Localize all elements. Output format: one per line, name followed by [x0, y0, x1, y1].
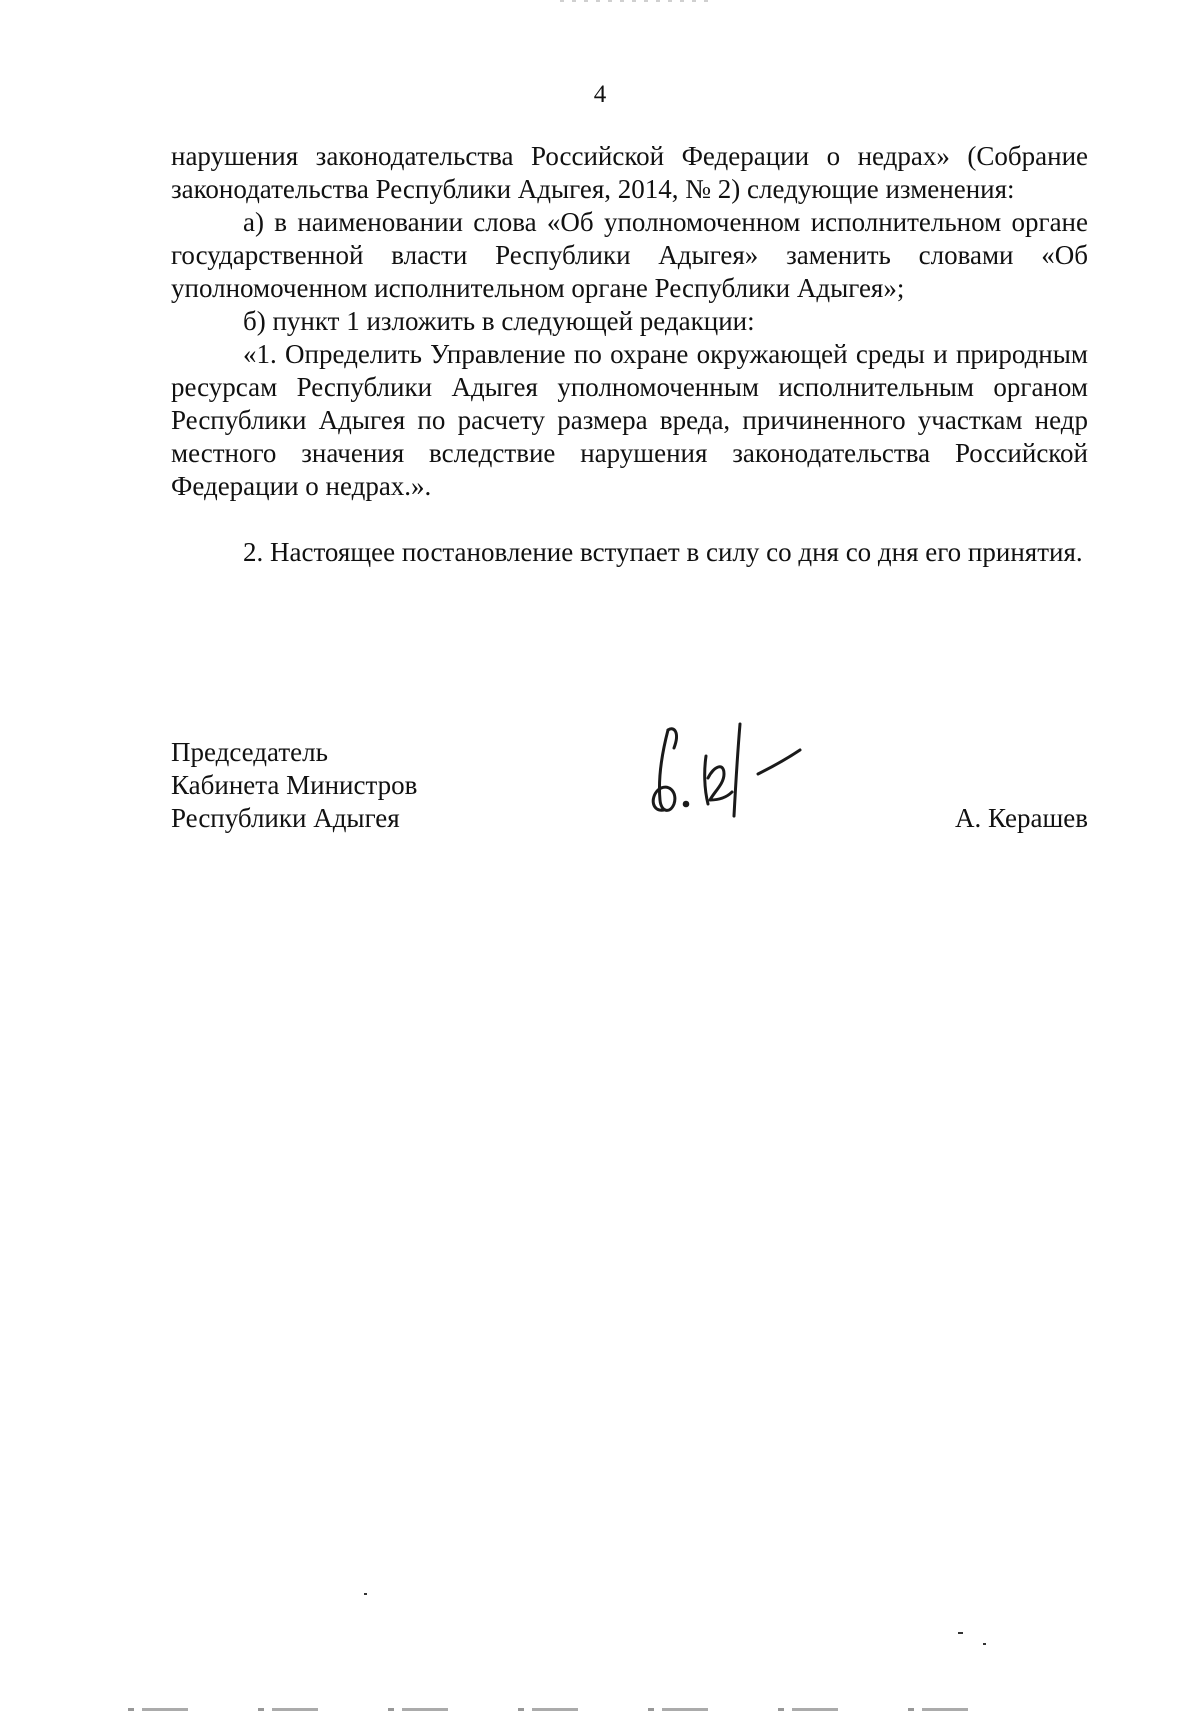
- paragraph-item-b: б) пункт 1 изложить в следующей редакции:: [243, 306, 755, 336]
- signatory-name: А. Керашев: [955, 803, 1088, 833]
- page-number: 4: [593, 81, 607, 108]
- paragraph-item-a: а) в наименовании слова «Об уполномоченном исполнительном органе государственной власти Республики Адыгея» заменить словами «Об уполномоченном исполнительном органе Республики Адыгея»;: [171, 207, 1088, 303]
- paragraph-continuation: нарушения законодательства Российской Федерации о недрах» (Собрание законодательства Республики Адыгея, 2014, № 2) следующие изменения:: [171, 141, 1088, 204]
- document-body: [171, 140, 1088, 569]
- scan-speck: [364, 1593, 367, 1595]
- scan-speck: [958, 1632, 963, 1634]
- paragraph-quoted-point-1: «1. Определить Управление по охране окружающей среды и природным ресурсам Республики Адыгея уполномоченным исполнительным органом Республики Адыгея по расчету размера вреда, причиненного участкам недр местного значения вследствие нарушения законодательства Российской Федерации о недрах.».: [171, 339, 1088, 501]
- scan-edge-artifact: [560, 0, 710, 2]
- handwritten-signature: [640, 708, 840, 828]
- signatory-title-line: Кабинета Министров: [171, 770, 418, 800]
- signatory-title: [171, 736, 417, 835]
- paragraph-point-2: 2. Настоящее постановление вступает в силу со дня со дня его принятия.: [243, 537, 1083, 567]
- scan-edge-artifact: [128, 1708, 1028, 1711]
- signatory-title-line: Республики Адыгея: [171, 803, 400, 833]
- scan-speck: [983, 1643, 986, 1645]
- signatory-title-line: Председатель: [171, 737, 328, 767]
